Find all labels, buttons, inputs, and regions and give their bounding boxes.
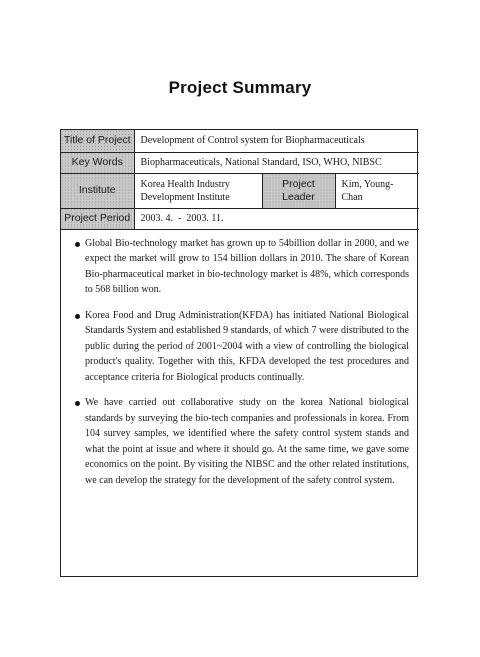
bullet-text: Global Bio-technology market has grown up to 54billion dollar in 2000, and we expect the market will grow to 154 billion dollars in 2010. The share of Korean Bio-pharmaceutical market in bio-technology market is 48%, which corresponds to 568 billion won. <box>85 237 409 295</box>
project-leader-value: Kim, Young-Chan <box>335 173 419 208</box>
key-words-label: Key Words <box>61 152 134 173</box>
project-info-table <box>61 130 419 230</box>
bullet-text: We have carried out collaborative study on the korea National biological standards by surveying the bio-tech companies and professionals in korea. From 104 survey samples, we identified where the safety control system stands and what the point at issue and where it should go. At the same time, we gave some economics on the point. By visiting the NIBSC and the other related institutions, we can develop the strategy for the development of the safety control system. <box>85 397 409 486</box>
bullet-paragraph <box>73 395 409 488</box>
bullet-paragraph <box>73 308 409 386</box>
institute-value <box>134 173 262 208</box>
project-period-value: 2003. 4. - 2003. 11. <box>134 208 419 229</box>
bullet-icon <box>75 401 80 406</box>
institute-label: Institute <box>61 173 134 208</box>
project-period-label: Project Period <box>61 208 134 229</box>
institute-value-line2: Development Institute <box>140 191 230 203</box>
bullet-icon <box>75 314 80 319</box>
summary-bullets <box>61 230 417 489</box>
row-period <box>61 208 419 229</box>
row-institute <box>61 173 419 208</box>
page-title: Project Summary <box>168 78 312 97</box>
key-words-value: Biopharmaceuticals, National Standard, ISO, WHO, NIBSC <box>134 152 419 173</box>
project-leader-label: Project Leader <box>262 173 335 208</box>
bullet-paragraph <box>73 236 409 298</box>
title-of-project-value: Development of Control system for Biopharmaceuticals <box>134 130 419 152</box>
institute-value-line1: Korea Health Industry <box>140 178 230 190</box>
title-of-project-label: Title of Project <box>61 130 134 152</box>
bullet-icon <box>75 242 80 247</box>
bullet-text: Korea Food and Drug Administration(KFDA) has initiated National Biological Standards System and established 9 standards, of which 7 were distributed to the public during the period of 2001~2004 with a view of controlling the biological product's quality. Together with this, KFDA developed the test procedures and acceptance criteria for Biological products continually. <box>85 309 409 383</box>
summary-box <box>60 129 418 577</box>
row-keywords <box>61 152 419 173</box>
row-title <box>61 130 419 152</box>
